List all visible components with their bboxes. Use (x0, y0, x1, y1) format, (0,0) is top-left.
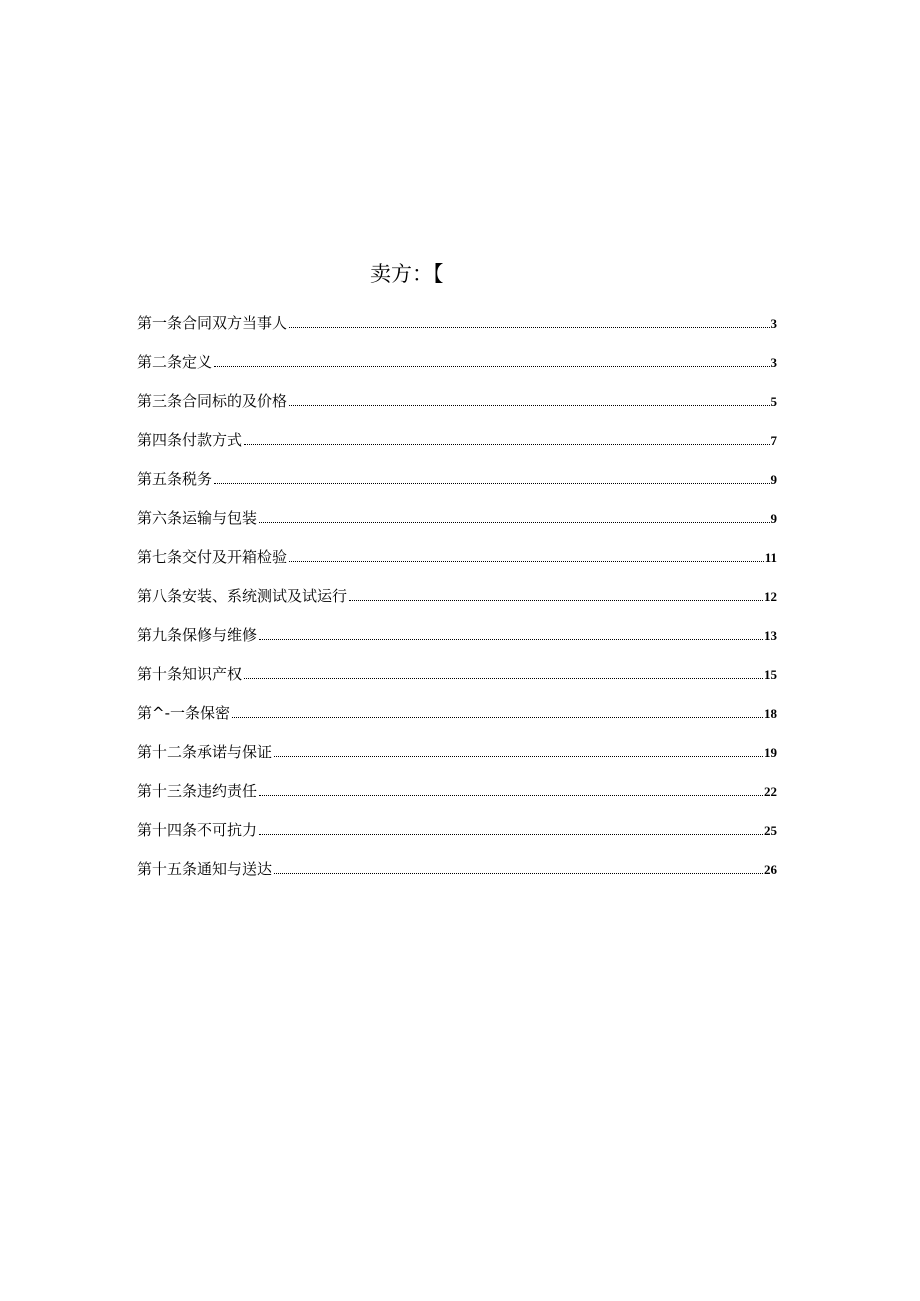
toc-entry (137, 372, 777, 411)
toc-entry (137, 801, 777, 840)
toc-entry (137, 840, 777, 879)
toc-entry-page: 7 (770, 433, 777, 448)
toc-entry-page: 18 (764, 706, 777, 721)
toc-entry (137, 528, 777, 567)
toc-dot-leader (349, 599, 763, 601)
toc-entry (137, 333, 777, 372)
toc-entry (137, 606, 777, 645)
toc-dot-leader (289, 560, 764, 562)
toc-dot-leader (289, 326, 769, 328)
toc-entry-page: 5 (770, 394, 777, 409)
toc-entry-page: 19 (764, 745, 777, 760)
toc-entry-label: 第十五条通知与送达 (137, 860, 273, 878)
toc-entry-page: 26 (764, 862, 777, 877)
toc-dot-leader (259, 638, 763, 640)
toc-entry (137, 567, 777, 606)
toc-entry-label: 第九条保修与维修 (137, 626, 258, 644)
toc-entry (137, 762, 777, 801)
toc-entry-label: 第十二条承诺与保证 (137, 743, 273, 761)
toc-entry-page: 11 (764, 550, 777, 565)
toc-dot-leader (259, 794, 763, 796)
toc-entry (137, 411, 777, 450)
document-heading: 卖方：【 (370, 262, 444, 286)
toc-dot-leader (214, 482, 769, 484)
toc-entry-label: 第六条运输与包装 (137, 509, 258, 527)
toc-dot-leader (274, 755, 763, 757)
toc-entry (137, 294, 777, 333)
toc-entry-page: 12 (764, 589, 777, 604)
toc-entry-page: 3 (770, 316, 777, 331)
toc-entry (137, 450, 777, 489)
toc-entry (137, 684, 777, 723)
toc-entry-label: 第十三条违约责任 (137, 782, 258, 800)
toc-entry-page: 9 (770, 472, 777, 487)
toc-dot-leader (244, 677, 763, 679)
toc-entry-label: 第一条合同双方当事人 (137, 314, 288, 332)
toc-entry-label: 第十条知识产权 (137, 665, 243, 683)
toc-entry-page: 3 (770, 355, 777, 370)
toc-entry-page: 15 (764, 667, 777, 682)
toc-entry-label: 第三条合同标的及价格 (137, 392, 288, 410)
toc-dot-leader (259, 521, 769, 523)
toc-entry-page: 25 (764, 823, 777, 838)
toc-entry-label: 第五条税务 (137, 470, 213, 488)
toc-dot-leader (259, 833, 763, 835)
toc-entry-label: 第四条付款方式 (137, 431, 243, 449)
toc-dot-leader (232, 716, 763, 718)
toc-entry-page: 9 (770, 511, 777, 526)
toc-entry-page: 13 (764, 628, 777, 643)
toc-entry (137, 489, 777, 528)
toc-entry-label: 第七条交付及开箱检验 (137, 548, 288, 566)
toc-dot-leader (214, 365, 769, 367)
toc-entry-page: 22 (764, 784, 777, 799)
toc-entry (137, 645, 777, 684)
toc-entry (137, 723, 777, 762)
toc-dot-leader (244, 443, 769, 445)
toc-dot-leader (289, 404, 769, 406)
toc-dot-leader (274, 872, 763, 874)
toc-entry-label: 第八条安装、系统测试及试运行 (137, 587, 348, 605)
toc-entry-label: 第十四条不可抗力 (137, 821, 258, 839)
toc-entry-label: 第^-一条保密 (137, 704, 230, 722)
table-of-contents (137, 294, 777, 879)
toc-entry-label: 第二条定义 (137, 353, 213, 371)
